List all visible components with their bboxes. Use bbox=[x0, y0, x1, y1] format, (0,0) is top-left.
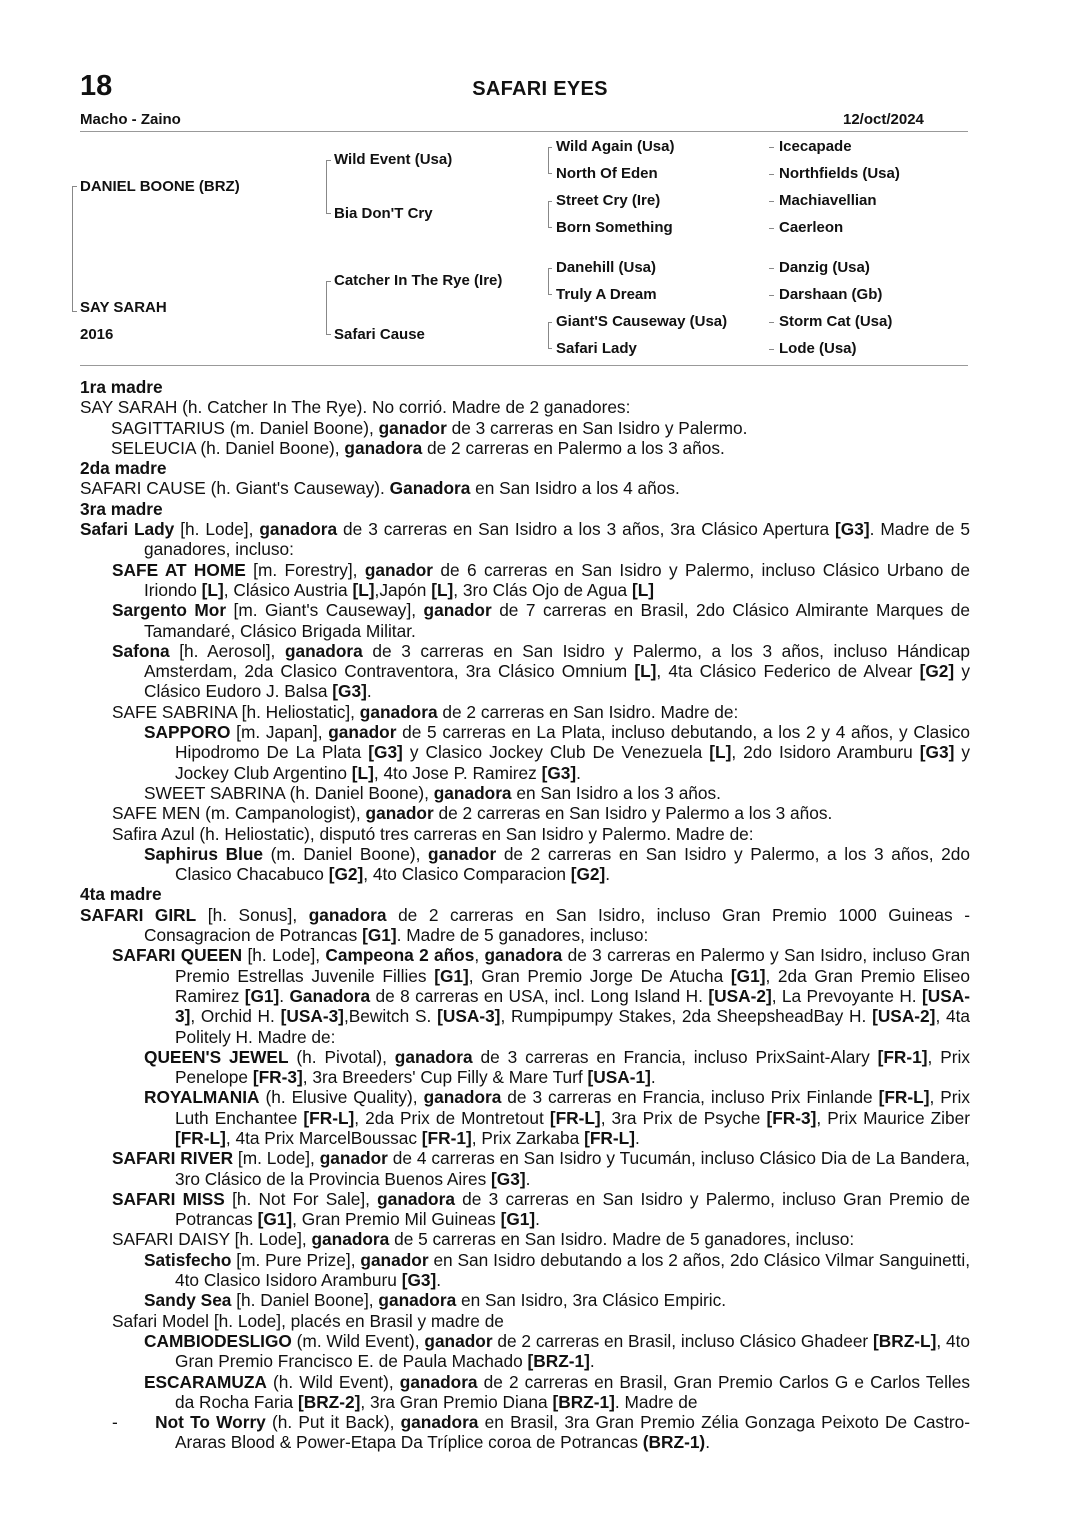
sex-color: Macho - Zaino bbox=[80, 111, 181, 128]
pedigree-gen4-3: Machiavellian bbox=[779, 192, 877, 209]
pedigree-gen4-6: Darshaan (Gb) bbox=[779, 286, 883, 303]
para-satisfecho: Satisfecho [m. Pure Prize], ganador en San Isidro debutando a los 2 años, 2do Clásico Vilmar Sanguinetti, 4to Clasico Isidoro Aramburu [G3]. bbox=[144, 1249, 970, 1291]
heading-1ra-madre: 1ra madre bbox=[80, 377, 163, 397]
para-seleucia: SELEUCIA (h. Daniel Boone), ganadora de 2 carreras en Palermo a los 3 años. bbox=[111, 437, 725, 458]
pedigree-gen3-4: Born Something bbox=[556, 219, 673, 236]
pedigree-gen2-4: Safari Cause bbox=[334, 326, 425, 343]
para-safari-miss: SAFARI MISS [h. Not For Sale], ganadora de 3 carreras en San Isidro y Palermo, incluso Gran Premio de Potrancas [G1], Gran Premio Mil Guineas [G1]. bbox=[112, 1188, 970, 1230]
dam: SAY SARAH bbox=[80, 299, 167, 316]
heading-4ta-madre: 4ta madre bbox=[80, 884, 162, 905]
pedigree-gen4-5: Danzig (Usa) bbox=[779, 259, 870, 276]
para-safe-at-home: SAFE AT HOME [m. Forestry], ganador de 6 carreras en San Isidro y Palermo, incluso Clásico Urbano de Iriondo [L], Clásico Austria [L],Japón [L], 3ro Clás Ojo de Agua [L] bbox=[112, 559, 971, 600]
para-saphirus-blue: Saphirus Blue (m. Daniel Boone), ganador de 2 carreras en San Isidro y Palermo, a los 3 años, 2do Clasico Chacabuco [G2], 4to Clasico Comparacion [G2]. bbox=[144, 843, 970, 885]
para-safari-daisy: SAFARI DAISY [h. Lode], ganadora de 5 carreras en San Isidro. Madre de 5 ganadores, incluso: bbox=[112, 1229, 855, 1250]
pedigree-gen3-7: Giant'S Causeway (Usa) bbox=[556, 313, 728, 330]
pedigree-gen3-6: Truly A Dream bbox=[556, 286, 657, 303]
pedigree-gen3-3: Street Cry (Ire) bbox=[556, 192, 661, 209]
para-sagittarius: SAGITTARIUS (m. Daniel Boone), ganador de 3 carreras en San Isidro y Palermo. bbox=[111, 417, 748, 438]
para-safari-model: Safari Model [h. Lode], placés en Brasil y madre de bbox=[112, 1310, 504, 1331]
para-safari-river: SAFARI RIVER [m. Lode], ganador de 4 carreras en San Isidro y Tucumán, incluso Clásico Dia de La Bandera, 3ro Clásico de la Provincia Buenos Aires [G3]. bbox=[112, 1148, 970, 1189]
para-escaramuza: ESCARAMUZA (h. Wild Event), ganadora de 2 carreras en Brasil, Gran Premio Carlos G e Carlos Telles da Rocha Faria [BRZ-2], 3ra Gran Premio Diana [BRZ-1]. Madre de bbox=[144, 1371, 970, 1412]
para-sapporo: SAPPORO [m. Japan], ganador de 5 carreras en La Plata, incluso debutando, a los 2 y 4 años, y Clasico Hipodromo De La Plata [G3] y Clasico Jockey Club De Venezuela [L], 2do Isidoro Aramburu [G3] y Jockey Club Argentino [L], 4to Jose P. Ramirez [G3]. bbox=[144, 722, 971, 783]
pedigree-gen2-1: Wild Event (Usa) bbox=[334, 151, 453, 168]
para-not-to-worry: - Not To Worry (h. Put it Back), ganadora en Brasil, 3ra Gran Premio Zélia Gonzaga Peixoto De Castro-Araras Blood & Power-Etapa Da Tríplice coroa de Potrancas (BRZ-1). bbox=[112, 1412, 970, 1453]
pedigree-rule bbox=[80, 365, 968, 366]
family-notes bbox=[80, 377, 970, 1453]
para-safari-cause: SAFARI CAUSE (h. Giant's Causeway). Ganadora en San Isidro a los 4 años. bbox=[80, 478, 680, 499]
para-safona: Safona [h. Aerosol], ganadora de 3 carreras en San Isidro y Palermo, a los 3 años, incluso Hándicap Amsterdam, 2da Clasico Contraventora, 3ra Clásico Omnium [L], 4ta Clásico Federico de Alvear [G2] y Clásico Eudoro J. Balsa [G3]. bbox=[112, 640, 971, 702]
dam-year: 2016 bbox=[80, 326, 114, 343]
para-queens-jewel: QUEEN'S JEWEL (h. Pivotal), ganadora de 3 carreras en Francia, incluso PrixSaint-Alary [FR-1], Prix Penelope [FR-3], 3ra Breeders' Cup Filly & Mare Turf [USA-1]. bbox=[144, 1046, 970, 1088]
para-sweet-sabrina: SWEET SABRINA (h. Daniel Boone), ganadora en San Isidro a los 3 años. bbox=[144, 782, 721, 803]
para-sargento-mor: Sargento Mor [m. Giant's Causeway], ganador de 7 carreras en Brasil, 2do Clásico Almirante Marques de Tamandaré, Clásico Brigada Militar. bbox=[112, 600, 970, 641]
para-say-sarah: SAY SARAH (h. Catcher In The Rye). No corrió. Madre de 2 ganadores: bbox=[80, 397, 631, 418]
para-safe-sabrina: SAFE SABRINA [h. Heliostatic], ganadora de 2 carreras en San Isidro. Madre de: bbox=[112, 701, 739, 722]
pedigree-gen4-4: Caerleon bbox=[779, 219, 844, 236]
horse-name: SAFARI EYES bbox=[472, 78, 608, 100]
pedigree-gen3-5: Danehill (Usa) bbox=[556, 259, 657, 276]
pedigree-gen3-8: Safari Lady bbox=[556, 340, 637, 357]
birth-date: 12/oct/2024 bbox=[843, 111, 924, 128]
pedigree-gen3-2: North Of Eden bbox=[556, 165, 658, 182]
pedigree-gen2-3: Catcher In The Rye (Ire) bbox=[334, 272, 503, 289]
para-safari-queen: SAFARI QUEEN [h. Lode], Campeona 2 años, ganadora de 3 carreras en Palermo y San Isidro, incluso Gran Premio Estrellas Juvenile Fillies [G1], Gran Premio Jorge De Atucha [G1], 2da Gran Premio Eliseo Ramirez [G1]. Ganadora de 8 carreras en USA, incl. Long Island H. [USA-2], La Prevoyante H. [USA-3], Orchid H. [USA-3],Bewitch S. [USA-3], Rumpipumpy Stakes, 2da SheepsheadBay H. [USA-2], 4ta Politely H. Madre de: bbox=[112, 945, 970, 1047]
para-safe-men: SAFE MEN (m. Campanologist), ganador de 2 carreras en San Isidro y Palermo a los 3 años. bbox=[112, 803, 833, 824]
pedigree-gen4-2: Northfields (Usa) bbox=[779, 165, 900, 182]
header-rule bbox=[80, 131, 968, 132]
pedigree-gen4-1: Icecapade bbox=[779, 138, 852, 155]
sire: DANIEL BOONE (BRZ) bbox=[80, 178, 240, 195]
pedigree-gen4-8: Lode (Usa) bbox=[779, 340, 857, 357]
para-sandy-sea: Sandy Sea [h. Daniel Boone], ganadora en San Isidro, 3ra Clásico Empiric. bbox=[144, 1290, 727, 1311]
pedigree-gen2-2: Bia Don'T Cry bbox=[334, 205, 433, 222]
pedigree-gen4-7: Storm Cat (Usa) bbox=[779, 313, 893, 330]
para-safari-lady: Safari Lady [h. Lode], ganadora de 3 carreras en San Isidro a los 3 años, 3ra Clásico Apertura [G3]. Madre de 5 ganadores, incluso: bbox=[80, 519, 970, 560]
para-cambiodesligo: CAMBIODESLIGO (m. Wild Event), ganador de 2 carreras en Brasil, incluso Clásico Ghadeer [BRZ-L], 4to Gran Premio Francisco E. de Paula Machado [BRZ-1]. bbox=[144, 1330, 970, 1372]
heading-2da-madre: 2da madre bbox=[80, 458, 167, 479]
para-royalmania: ROYALMANIA (h. Elusive Quality), ganadora de 3 carreras en Francia, incluso Prix Finlande [FR-L], Prix Luth Enchantee [FR-L], 2da Prix de Montretout [FR-L], 3ra Prix de Psyche [FR-3], Prix Maurice Ziber [FR-L], 4ta Prix MarcelBoussac [FR-1], Prix Zarkaba [FR-L]. bbox=[144, 1087, 970, 1148]
lot-number: 18 bbox=[80, 70, 113, 102]
pedigree-gen3-1: Wild Again (Usa) bbox=[556, 138, 675, 155]
heading-3ra-madre: 3ra madre bbox=[80, 498, 163, 519]
para-safari-girl: SAFARI GIRL [h. Sonus], ganadora de 2 carreras en San Isidro, incluso Gran Premio 1000 Guineas - Consagracion de Potrancas [G1]. Madre de 5 ganadores, incluso: bbox=[80, 904, 970, 946]
para-safira-azul: Safira Azul (h. Heliostatic), disputó tres carreras en San Isidro y Palermo. Madre de: bbox=[112, 823, 754, 844]
